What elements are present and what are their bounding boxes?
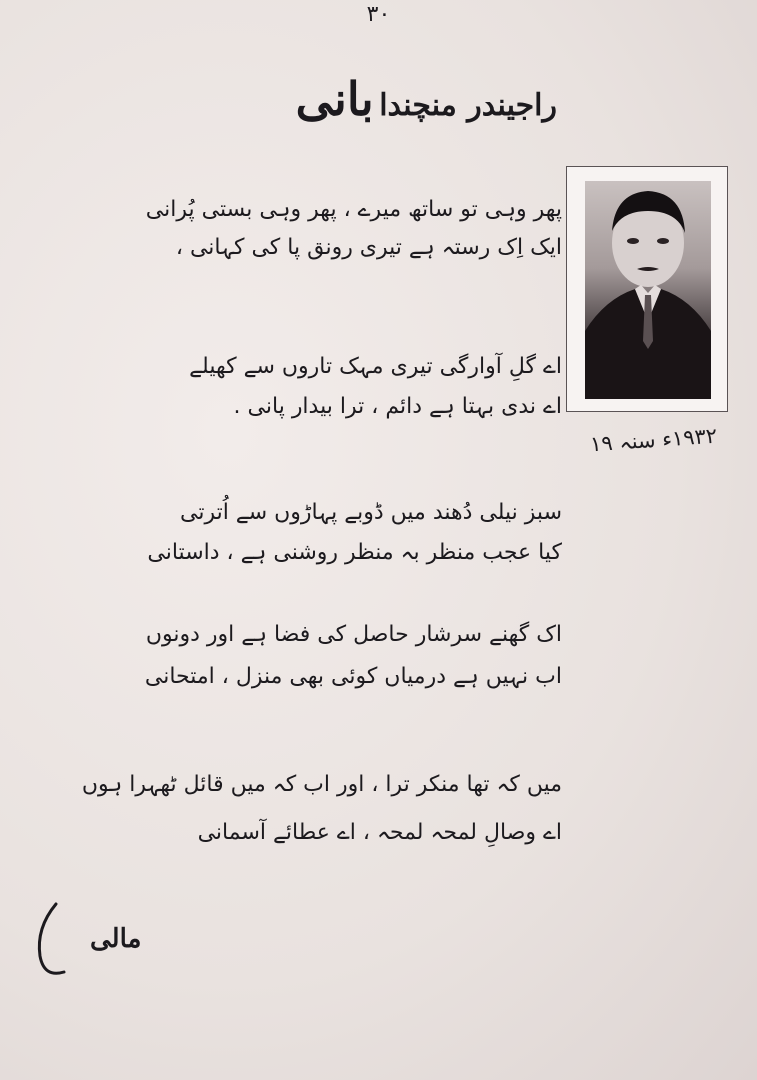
page-number: ۳۰ xyxy=(366,2,391,27)
poem-title xyxy=(296,72,557,126)
portrait-figure-icon xyxy=(585,181,711,399)
poet-first-name: راجیندر منچندا xyxy=(379,88,557,123)
poem-line: اے وصالِ لمحہ لمحہ ، اے عطائے آسمانی xyxy=(197,820,562,845)
poem-line: اے گلِ آوارگی تیری مہک تاروں سے کھیلے xyxy=(189,354,562,379)
portrait-photo xyxy=(585,181,711,399)
signature-text: مالی xyxy=(90,924,142,954)
poem-line: اک گھنے سرشار حاصل کی فضا ہے اور دونوں xyxy=(145,622,562,647)
poem-line: میں کہ تھا منکر ترا ، اور اب کہ میں قائل ٹھہرا ہوں xyxy=(81,772,562,797)
date-note: ۱۹۳۲ء سنہ ۱۹ xyxy=(589,423,718,457)
poem-line: سبز نیلی دُھند میں ڈوبے پہاڑوں سے اُترتی xyxy=(179,500,562,525)
poem-line: پھر وہی تو ساتھ میرے ، پھر وہی بستی پُرانی xyxy=(145,197,562,222)
poem-line: ایک اِک رستہ ہے تیری رونق پا کی کہانی ، xyxy=(175,235,562,260)
poem-line: کیا عجب منظر بہ منظر روشنی ہے ، داستانی xyxy=(147,540,562,565)
portrait-photo-frame xyxy=(566,166,728,412)
signature xyxy=(34,898,142,982)
poem-line: اب نہیں ہے درمیاں کوئی بھی منزل ، امتحانی xyxy=(144,664,562,689)
poet-last-name: بانی xyxy=(295,72,374,126)
poem-line: اے ندی بہتا ہے دائم ، ترا بیدار پانی . xyxy=(233,394,562,419)
